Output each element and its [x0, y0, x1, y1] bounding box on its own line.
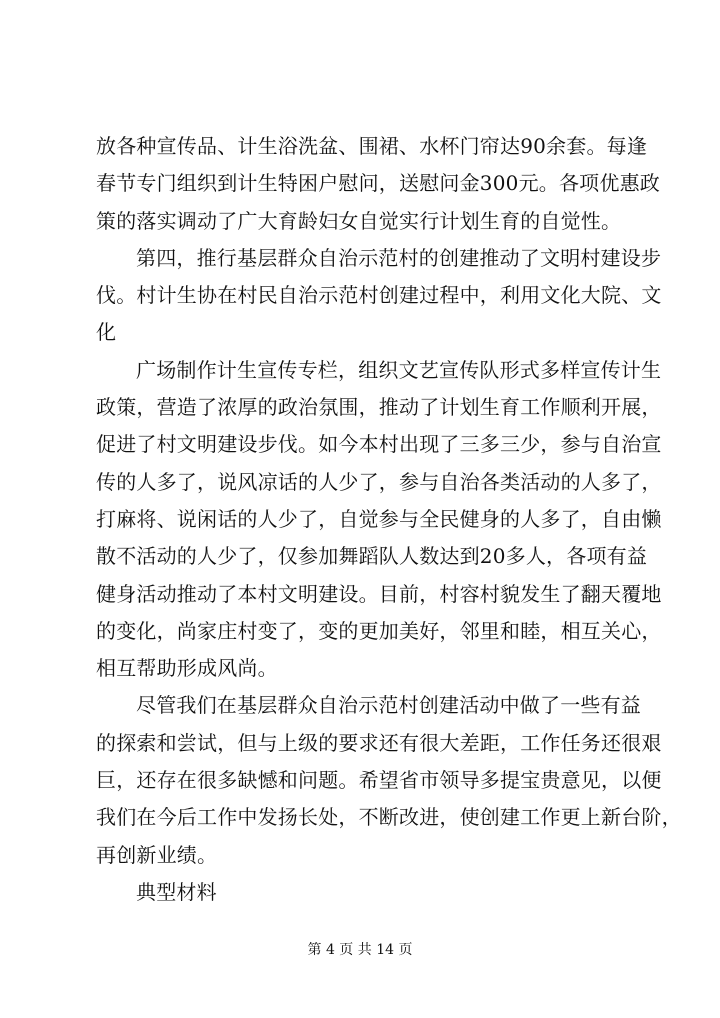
text-line: 放各种宣传品、计生浴洗盆、围裙、水杯门帘达90余套。每逢 [96, 134, 648, 158]
text-line: 伐。村计生协在村民自治示范村创建过程中，利用文化大院、文 [96, 283, 662, 308]
text-line: 春节专门组织到计生特困户慰问，送慰问金300元。各项优惠政 [96, 171, 660, 196]
text-line: 化 [96, 320, 117, 345]
text-line: 策的落实调动了广大育龄妇女自觉实行计划生育的自觉性。 [96, 208, 622, 233]
text-line: 的变化，尚家庄村变了，变的更加美好，邻里和睦，相互关心， [96, 618, 662, 643]
page-number: 第 4 页 共 14 页 [307, 942, 413, 958]
text-line: 第四，推行基层群众自治示范村的创建推动了文明村建设步 [136, 245, 662, 270]
document-body [96, 128, 682, 911]
text-line: 促进了村文明建设步伐。如今本村出现了三多三少，参与自治宣 [96, 432, 662, 457]
text-line: 打麻将、说闲话的人少了，自觉参与全民健身的人多了，自由懒 [96, 506, 662, 531]
text-line: 传的人多了，说风凉话的人少了，参与自治各类活动的人多了， [96, 469, 662, 494]
text-line: 巨，还存在很多缺憾和问题。希望省市领导多提宝贵意见，以便 [96, 768, 662, 793]
text-line: 广场制作计生宣传专栏，组织文艺宣传队形式多样宣传计生 [136, 357, 662, 382]
text-line: 健身活动推动了本村文明建设。目前，村容村貌发生了翻天覆地 [96, 581, 662, 606]
text-line: 相互帮助形成风尚。 [96, 656, 278, 681]
text-line: 再创新业绩。 [96, 842, 218, 867]
section-heading: 典型材料 [136, 879, 217, 904]
text-line: 政策，营造了浓厚的政治氛围，推动了计划生育工作顺利开展， [96, 395, 662, 420]
text-line: 的探索和尝试，但与上级的要求还有很大差距，工作任务还很艰 [96, 730, 662, 755]
text-line: 散不活动的人少了，仅参加舞蹈队人数达到20多人，各项有益 [96, 544, 648, 569]
page-footer [0, 940, 720, 960]
text-line: 尽管我们在基层群众自治示范村创建活动中做了一些有益 [136, 693, 641, 718]
text-line: 我们在今后工作中发扬长处，不断改进，使创建工作更上新台阶， [96, 805, 682, 830]
